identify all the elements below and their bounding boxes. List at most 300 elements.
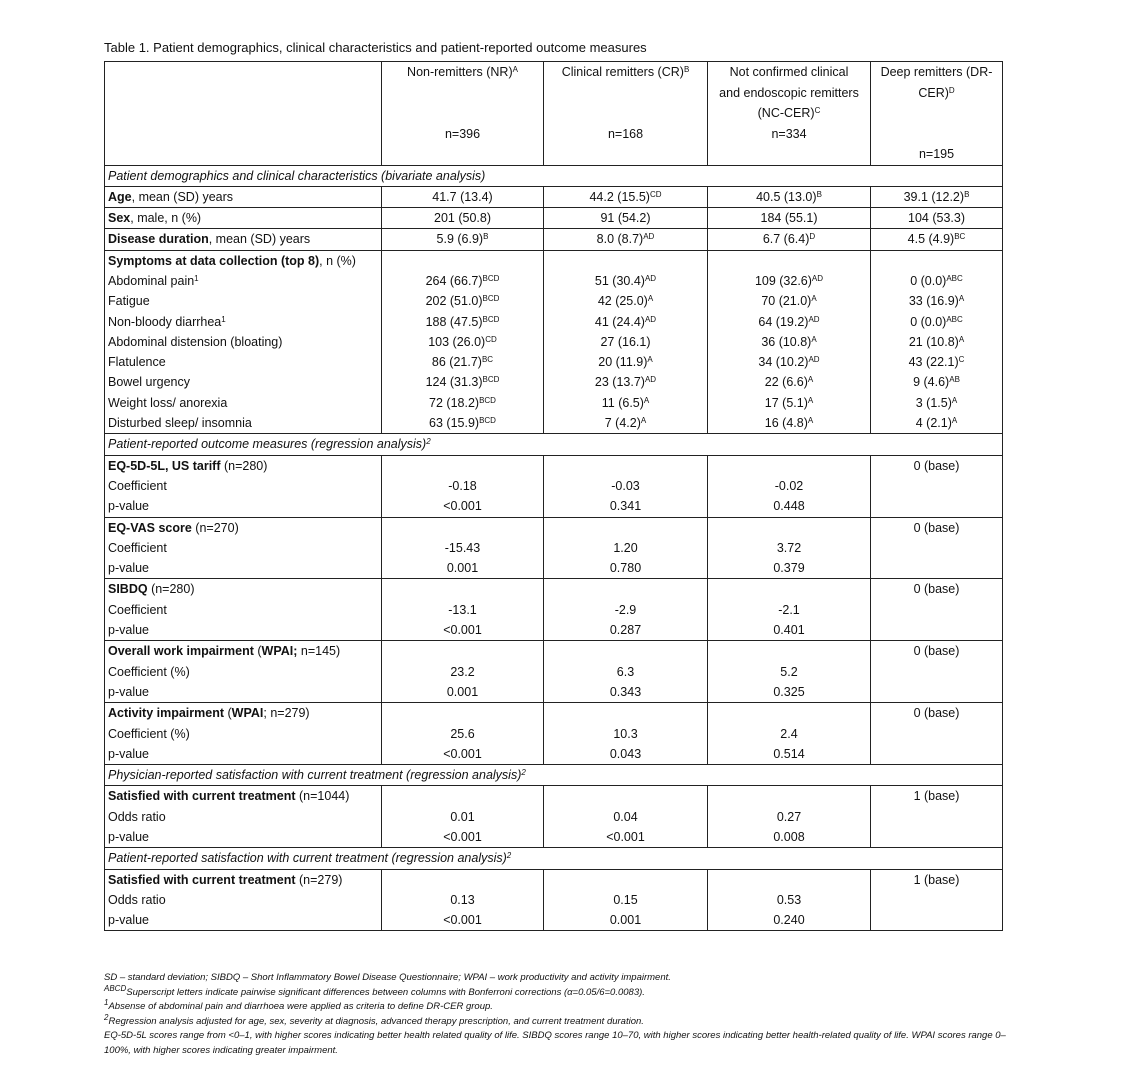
base-label: 0 (base) bbox=[913, 520, 960, 535]
base-label: 0 (base) bbox=[913, 458, 960, 473]
p-value: 0.514 bbox=[773, 746, 805, 761]
p-value: 0.287 bbox=[609, 623, 642, 638]
reference-column bbox=[871, 517, 1003, 579]
coefficient: 6.3 bbox=[616, 664, 635, 679]
stat-label: Coefficient (%) bbox=[108, 726, 190, 741]
header-line: n=396 bbox=[444, 126, 481, 141]
header-blank bbox=[105, 62, 382, 166]
cell-line bbox=[386, 870, 539, 890]
coefficient: 0.13 bbox=[450, 892, 475, 907]
cell-line bbox=[712, 641, 866, 661]
label-bold: EQ-5D-5L, US tariff bbox=[108, 458, 221, 473]
symptom-value: 20 $(11.9)^A$ bbox=[598, 355, 653, 370]
section-title bbox=[105, 765, 1003, 786]
cell-line: Activity impairment (WPAI; n=279) bbox=[108, 706, 310, 721]
symptom-value: 109 $(32.6)^{AD}$ bbox=[754, 273, 824, 288]
superscript: C bbox=[814, 106, 821, 115]
cell-line: 39.1 $(12.2)^B$ bbox=[903, 189, 970, 204]
superscript: B bbox=[683, 65, 690, 74]
cell-line: 4.5 $(4.9)^{BC}$ bbox=[907, 232, 966, 247]
superscript: BCD bbox=[479, 395, 496, 405]
cell-line bbox=[386, 641, 539, 661]
superscript: A bbox=[807, 395, 814, 405]
symptom-value: 4 $(2.1)^A$ bbox=[915, 416, 958, 431]
superscript: A bbox=[643, 395, 650, 405]
footnotes bbox=[104, 971, 1024, 1058]
superscript: BCD bbox=[479, 416, 496, 426]
symptom-value: 34 $(10.2)^{AD}$ bbox=[758, 355, 820, 370]
cell-line bbox=[386, 518, 539, 538]
results-table bbox=[104, 61, 1003, 931]
value-cell bbox=[382, 186, 544, 207]
cell-line bbox=[548, 456, 703, 476]
symptom-label: Weight loss/ anorexia bbox=[108, 395, 228, 410]
header-line: $(NC-CER)^C$ bbox=[757, 106, 821, 120]
value-cell bbox=[544, 208, 708, 229]
footnote: SD – standard deviation; SIBDQ – Short Inflammatory Bowel Disease Questionnaire; WPAI – work productivity and activity impairment. bbox=[104, 972, 671, 983]
p-value: 0.343 bbox=[609, 684, 642, 699]
p-value: <0.001 bbox=[443, 830, 482, 844]
superscript: BC bbox=[481, 355, 494, 365]
label-bold: Activity impairment bbox=[108, 706, 225, 721]
superscript: AD bbox=[644, 375, 657, 385]
cell-line bbox=[548, 786, 703, 806]
coefficient: 23.2 bbox=[450, 664, 475, 679]
regression-values bbox=[544, 455, 708, 517]
cell-line bbox=[875, 251, 998, 271]
header-line bbox=[548, 103, 703, 124]
cell-line bbox=[548, 641, 703, 661]
cell-line: Sex, male, n (%) bbox=[108, 211, 202, 226]
base-label: 0 (base) bbox=[913, 582, 960, 597]
cell-line: Symptoms at data collection (top 8), n (%) bbox=[108, 253, 356, 268]
label-bold: WPAI; bbox=[261, 644, 298, 659]
cell-line: EQ-VAS score (n=270) bbox=[108, 520, 239, 535]
superscript: ABC bbox=[946, 314, 963, 324]
superscript: BC bbox=[954, 232, 966, 242]
value-cell bbox=[871, 186, 1003, 207]
symptom-labels bbox=[105, 250, 382, 434]
symptom-value: 43 $(22.1)^C$ bbox=[908, 355, 965, 370]
symptom-value: 103 $(26.0)^{CD}$ bbox=[428, 334, 497, 349]
header-line bbox=[386, 83, 539, 104]
superscript: A bbox=[811, 334, 817, 344]
cell-line bbox=[712, 579, 866, 599]
superscript: AD bbox=[644, 273, 657, 283]
coefficient: -0.02 bbox=[774, 478, 804, 493]
stat-label: Odds ratio bbox=[108, 892, 166, 907]
p-value: 0.008 bbox=[773, 830, 805, 844]
symptom-value: 64 $(19.2)^{AD}$ bbox=[758, 314, 820, 329]
value-cell bbox=[382, 229, 544, 250]
symptom-label: Abdominal pain$^1$ bbox=[108, 273, 199, 288]
cell-line bbox=[386, 786, 539, 806]
superscript: AD bbox=[643, 232, 655, 242]
cell-line: 41.7 (13.4) bbox=[432, 189, 493, 204]
regression-labels bbox=[105, 579, 382, 641]
section-title bbox=[105, 434, 1003, 455]
section-line: Patient-reported satisfaction with current treatment (regression analysis)$^2$ bbox=[108, 851, 512, 866]
coefficient: -13.1 bbox=[448, 602, 477, 617]
cell-line: 5.9 $(6.9)^B$ bbox=[436, 232, 489, 247]
regression-block bbox=[105, 579, 1003, 641]
stat-label: p-value bbox=[108, 830, 149, 844]
symptom-value: 0 $(0.0)^{ABC}$ bbox=[910, 314, 963, 329]
superscript: B bbox=[816, 189, 822, 199]
regression-values bbox=[382, 786, 544, 848]
symptom-value: 17 $(5.1)^A$ bbox=[764, 395, 814, 410]
cell-line: 184 (55.1) bbox=[760, 211, 818, 226]
regression-values bbox=[382, 517, 544, 579]
regression-values bbox=[544, 641, 708, 703]
regression-values bbox=[382, 703, 544, 765]
footnote: $^2$Regression analysis adjusted for age, sex, severity at diagnosis, advanced therapy prescription, and current treatment duration. bbox=[104, 1012, 644, 1027]
stat-label: p-value bbox=[108, 499, 149, 514]
coefficient: 2.4 bbox=[780, 726, 798, 741]
regression-values bbox=[708, 786, 871, 848]
superscript: AD bbox=[811, 273, 824, 283]
demographic-row bbox=[105, 208, 1003, 229]
base-label: 1 (base) bbox=[913, 872, 960, 887]
regression-values bbox=[544, 869, 708, 931]
regression-values bbox=[708, 869, 871, 931]
symptom-value: 22 $(6.6)^A$ bbox=[764, 375, 814, 390]
cell-line: Age, mean (SD) years bbox=[108, 189, 234, 204]
p-value: 0.001 bbox=[446, 561, 479, 576]
cell-line: EQ-5D-5L, US tariff (n=280) bbox=[108, 458, 268, 473]
base-label: 1 (base) bbox=[913, 789, 960, 804]
header-line bbox=[386, 103, 539, 124]
cell-line: 40.5 $(13.0)^B$ bbox=[756, 189, 822, 204]
header-line: n=334 bbox=[771, 126, 807, 141]
symptom-values bbox=[544, 250, 708, 434]
stat-label: Odds ratio bbox=[108, 809, 166, 824]
superscript: B bbox=[483, 232, 489, 242]
regression-values bbox=[708, 517, 871, 579]
superscript: CD bbox=[485, 334, 497, 344]
superscript: A bbox=[647, 294, 654, 304]
stat-label: Coefficient bbox=[108, 602, 167, 617]
regression-block bbox=[105, 455, 1003, 517]
cell-line bbox=[712, 870, 866, 890]
value-cell bbox=[382, 208, 544, 229]
p-value: <0.001 bbox=[443, 623, 482, 638]
symptom-values bbox=[382, 250, 544, 434]
superscript: A bbox=[512, 65, 518, 74]
superscript: 2 bbox=[506, 851, 512, 861]
superscript: CD bbox=[649, 189, 662, 199]
stat-label: Coefficient bbox=[108, 478, 167, 493]
header-line: Clinical remitters (CR)$^B$ bbox=[561, 65, 690, 79]
p-value: <0.001 bbox=[606, 830, 645, 844]
symptom-value: 27 (16.1) bbox=[600, 334, 651, 349]
superscript: A bbox=[640, 416, 647, 426]
row-label bbox=[105, 229, 382, 250]
p-value: <0.001 bbox=[443, 499, 482, 514]
symptoms-block bbox=[105, 250, 1003, 434]
header-line: Non-remitters (NR)$^A$ bbox=[407, 65, 518, 79]
section-row bbox=[105, 848, 1003, 869]
cell-line bbox=[548, 518, 703, 538]
column-header bbox=[382, 62, 544, 166]
section-row bbox=[105, 765, 1003, 786]
regression-values bbox=[382, 455, 544, 517]
p-value: 0.379 bbox=[773, 561, 805, 576]
cell-line bbox=[386, 579, 539, 599]
p-value: 0.448 bbox=[773, 499, 805, 514]
column-header bbox=[544, 62, 708, 166]
regression-block bbox=[105, 786, 1003, 848]
regression-values bbox=[708, 579, 871, 641]
value-cell bbox=[708, 229, 871, 250]
superscript: D bbox=[809, 232, 816, 242]
footnote: $^1$Absense of abdominal pain and diarrhoea were applied as criteria to define DR-CER group. bbox=[104, 998, 493, 1012]
cell-line bbox=[712, 703, 866, 723]
symptom-value: 124 $(31.3)^{BCD}$ bbox=[425, 375, 500, 390]
symptom-label: Abdominal distension (bloating) bbox=[108, 334, 283, 349]
cell-line: Overall work impairment (WPAI; n=145) bbox=[108, 644, 341, 659]
regression-values bbox=[708, 455, 871, 517]
superscript: ABC bbox=[946, 273, 963, 283]
regression-values bbox=[544, 786, 708, 848]
p-value: <0.001 bbox=[443, 746, 482, 761]
symptom-value: 7 $(4.2)^A$ bbox=[604, 416, 647, 431]
symptom-value: 16 $(4.8)^A$ bbox=[764, 416, 814, 431]
superscript: BCD bbox=[482, 375, 500, 385]
label-bold: WPAI bbox=[231, 706, 264, 721]
label-bold: Overall work impairment bbox=[108, 644, 254, 659]
coefficient: 0.53 bbox=[776, 892, 802, 907]
stat-label: Coefficient bbox=[108, 540, 167, 555]
value-cell bbox=[871, 229, 1003, 250]
p-value: 0.780 bbox=[609, 561, 642, 576]
coefficient: 3.72 bbox=[776, 540, 802, 555]
symptom-value: 70 $(21.0)^A$ bbox=[761, 294, 817, 309]
stat-label: Coefficient (%) bbox=[108, 664, 190, 679]
regression-values bbox=[708, 703, 871, 765]
cell-line: 201 (50.8) bbox=[434, 211, 491, 226]
stat-label: p-value bbox=[108, 746, 149, 761]
column-header bbox=[871, 62, 1003, 166]
table-caption: Table 1. Patient demographics, clinical characteristics and patient-reported outcome measures bbox=[104, 40, 647, 55]
regression-block bbox=[105, 517, 1003, 579]
coefficient: -0.03 bbox=[611, 478, 640, 493]
header-line: and endoscopic remitters bbox=[719, 85, 859, 100]
regression-values bbox=[382, 869, 544, 931]
cell-line bbox=[712, 456, 866, 476]
coefficient: 0.27 bbox=[776, 809, 802, 824]
symptom-label: Non-bloody diarrhea$^1$ bbox=[108, 314, 226, 329]
symptom-value: 41 $(24.4)^{AD}$ bbox=[594, 314, 657, 329]
p-value: 0.341 bbox=[609, 499, 642, 514]
cell-line bbox=[712, 251, 866, 271]
reference-column bbox=[871, 579, 1003, 641]
symptom-values bbox=[708, 250, 871, 434]
superscript: A bbox=[811, 294, 817, 304]
superscript: C bbox=[958, 355, 965, 365]
p-value: <0.001 bbox=[443, 913, 482, 928]
symptom-value: 72 $(18.2)^{BCD}$ bbox=[429, 395, 496, 410]
symptom-value: 188 $(47.5)^{BCD}$ bbox=[425, 314, 500, 329]
superscript: BCD bbox=[482, 314, 500, 324]
cell-line bbox=[548, 703, 703, 723]
superscript: AD bbox=[644, 314, 657, 324]
p-value: 0.240 bbox=[773, 913, 805, 928]
base-label: 0 (base) bbox=[913, 644, 960, 659]
header-line bbox=[875, 103, 998, 124]
reference-column bbox=[871, 455, 1003, 517]
footnote: EQ-5D-5L scores range from <0–1, with higher scores indicating better health related quality of life. SIBDQ scores range 10–70, with higher scores indicating better health-related quality of life. WPAI scores range 0–100%, with higher scores indicating greater impairment. bbox=[104, 1030, 1006, 1056]
cell-line: Disease duration, mean (SD) years bbox=[108, 232, 311, 247]
stat-label: p-value bbox=[108, 913, 149, 928]
cell-line: 104 (53.3) bbox=[908, 211, 965, 226]
regression-values bbox=[708, 641, 871, 703]
superscript: BCD bbox=[482, 273, 500, 283]
p-value: 0.043 bbox=[609, 746, 642, 761]
stat-label: p-value bbox=[108, 684, 149, 699]
symptom-value: 202 $(51.0)^{BCD}$ bbox=[425, 294, 500, 309]
symptom-value: 86 $(21.7)^{BC}$ bbox=[431, 355, 494, 370]
cell-line bbox=[386, 703, 539, 723]
symptom-value: 51 $(30.4)^{AD}$ bbox=[594, 273, 657, 288]
symptom-value: 33 $(16.9)^A$ bbox=[908, 294, 965, 309]
symptom-value: 21 $(10.8)^A$ bbox=[908, 334, 965, 349]
coefficient: 0.01 bbox=[450, 809, 475, 824]
regression-labels bbox=[105, 641, 382, 703]
coefficient: -0.18 bbox=[448, 478, 477, 493]
superscript: 2 bbox=[521, 768, 526, 778]
superscript: A bbox=[958, 294, 965, 304]
stat-label: p-value bbox=[108, 623, 149, 638]
symptom-value: 23 $(13.7)^{AD}$ bbox=[594, 375, 657, 390]
superscript: A bbox=[951, 395, 958, 405]
superscript: B bbox=[964, 189, 970, 199]
label-bold: Symptoms at data collection (top 8) bbox=[108, 253, 320, 268]
cell-line: 91 (54.2) bbox=[600, 211, 651, 226]
cell-line bbox=[386, 251, 539, 271]
superscript: 2 bbox=[104, 1012, 109, 1022]
symptom-value: 3 $(1.5)^A$ bbox=[915, 395, 958, 410]
section-title bbox=[105, 848, 1003, 869]
reference-column bbox=[871, 869, 1003, 931]
regression-values bbox=[544, 703, 708, 765]
header-line: n=168 bbox=[607, 126, 644, 141]
cell-line bbox=[548, 251, 703, 271]
section-row bbox=[105, 434, 1003, 455]
regression-block bbox=[105, 641, 1003, 703]
symptom-label: Disturbed sleep/ insomnia bbox=[108, 416, 252, 431]
superscript: A bbox=[807, 375, 814, 385]
symptom-label: Bowel urgency bbox=[108, 375, 190, 390]
symptom-value: 264 $(66.7)^{BCD}$ bbox=[425, 273, 500, 288]
superscript: 1 bbox=[104, 998, 109, 1007]
regression-labels bbox=[105, 703, 382, 765]
base-label: 0 (base) bbox=[913, 706, 960, 721]
cell-line: SIBDQ (n=280) bbox=[108, 582, 195, 597]
demographic-row bbox=[105, 229, 1003, 250]
cell-line bbox=[712, 518, 866, 538]
coefficient: -2.1 bbox=[778, 602, 800, 617]
stat-label: p-value bbox=[108, 561, 149, 576]
symptom-value: 9 $(4.6)^{AB}$ bbox=[913, 375, 960, 390]
row-label bbox=[105, 208, 382, 229]
header-line: n=195 bbox=[918, 147, 955, 161]
section-title bbox=[105, 165, 1003, 186]
regression-values bbox=[544, 579, 708, 641]
superscript: ABCD bbox=[104, 983, 127, 993]
label-bold: Age bbox=[108, 189, 132, 204]
symptom-value: 11 $(6.5)^A$ bbox=[601, 395, 650, 410]
symptom-values bbox=[871, 250, 1003, 434]
label-bold: EQ-VAS score bbox=[108, 520, 192, 535]
superscript: BCD bbox=[482, 294, 500, 304]
cell-line: Satisfied with current treatment (n=1044) bbox=[108, 789, 350, 804]
row-label bbox=[105, 186, 382, 207]
cell-line bbox=[386, 456, 539, 476]
superscript: A bbox=[807, 416, 814, 426]
section-line: Patient demographics and clinical characteristics (bivariate analysis) bbox=[108, 168, 486, 183]
header-line: Deep remitters $(DR-CER)^D$ bbox=[880, 65, 993, 100]
superscript: AB bbox=[949, 375, 960, 385]
cell-line: 6.7 $(6.4)^D$ bbox=[762, 232, 816, 247]
p-value: 0.325 bbox=[773, 684, 805, 699]
symptom-label: Fatigue bbox=[108, 294, 150, 309]
reference-column bbox=[871, 641, 1003, 703]
coefficient: 0.04 bbox=[613, 809, 638, 824]
superscript: A bbox=[951, 416, 958, 426]
regression-values bbox=[382, 641, 544, 703]
symptom-value: 63 $(15.9)^{BCD}$ bbox=[429, 416, 496, 431]
value-cell bbox=[708, 208, 871, 229]
superscript: A bbox=[958, 334, 965, 344]
symptom-value: 36 $(10.8)^A$ bbox=[761, 334, 817, 349]
value-cell bbox=[544, 229, 708, 250]
superscript: A bbox=[647, 355, 653, 365]
cell-line: 44.2 $(15.5)^{CD}$ bbox=[589, 189, 662, 204]
regression-values bbox=[382, 579, 544, 641]
value-cell bbox=[544, 186, 708, 207]
coefficient: -15.43 bbox=[444, 540, 481, 555]
superscript: 1 bbox=[194, 273, 199, 283]
value-cell bbox=[871, 208, 1003, 229]
section-row bbox=[105, 165, 1003, 186]
p-value: 0.001 bbox=[609, 913, 642, 928]
cell-line bbox=[548, 870, 703, 890]
superscript: D bbox=[948, 85, 955, 95]
reference-column bbox=[871, 703, 1003, 765]
superscript: AD bbox=[808, 355, 820, 365]
demographic-row bbox=[105, 186, 1003, 207]
footnote: $^{ABCD}$Superscript letters indicate pairwise significant differences between columns with Bonferroni corrections (α=0.05/6=0.0083). bbox=[104, 983, 645, 998]
regression-labels bbox=[105, 786, 382, 848]
column-header bbox=[708, 62, 871, 166]
regression-block bbox=[105, 869, 1003, 931]
cell-line: Satisfied with current treatment (n=279) bbox=[108, 872, 343, 887]
regression-labels bbox=[105, 455, 382, 517]
label-bold: Satisfied with current treatment bbox=[108, 872, 296, 887]
coefficient: 10.3 bbox=[613, 726, 638, 741]
symptom-label: Flatulence bbox=[108, 355, 166, 370]
coefficient: 0.15 bbox=[613, 892, 638, 907]
regression-labels bbox=[105, 517, 382, 579]
reference-column bbox=[871, 786, 1003, 848]
header-line: Not confirmed clinical bbox=[729, 65, 849, 79]
superscript: 1 bbox=[221, 314, 226, 324]
header-line bbox=[875, 124, 998, 145]
header-line bbox=[548, 83, 703, 104]
coefficient: 1.20 bbox=[613, 540, 638, 555]
label-bold: Satisfied with current treatment bbox=[108, 789, 296, 804]
